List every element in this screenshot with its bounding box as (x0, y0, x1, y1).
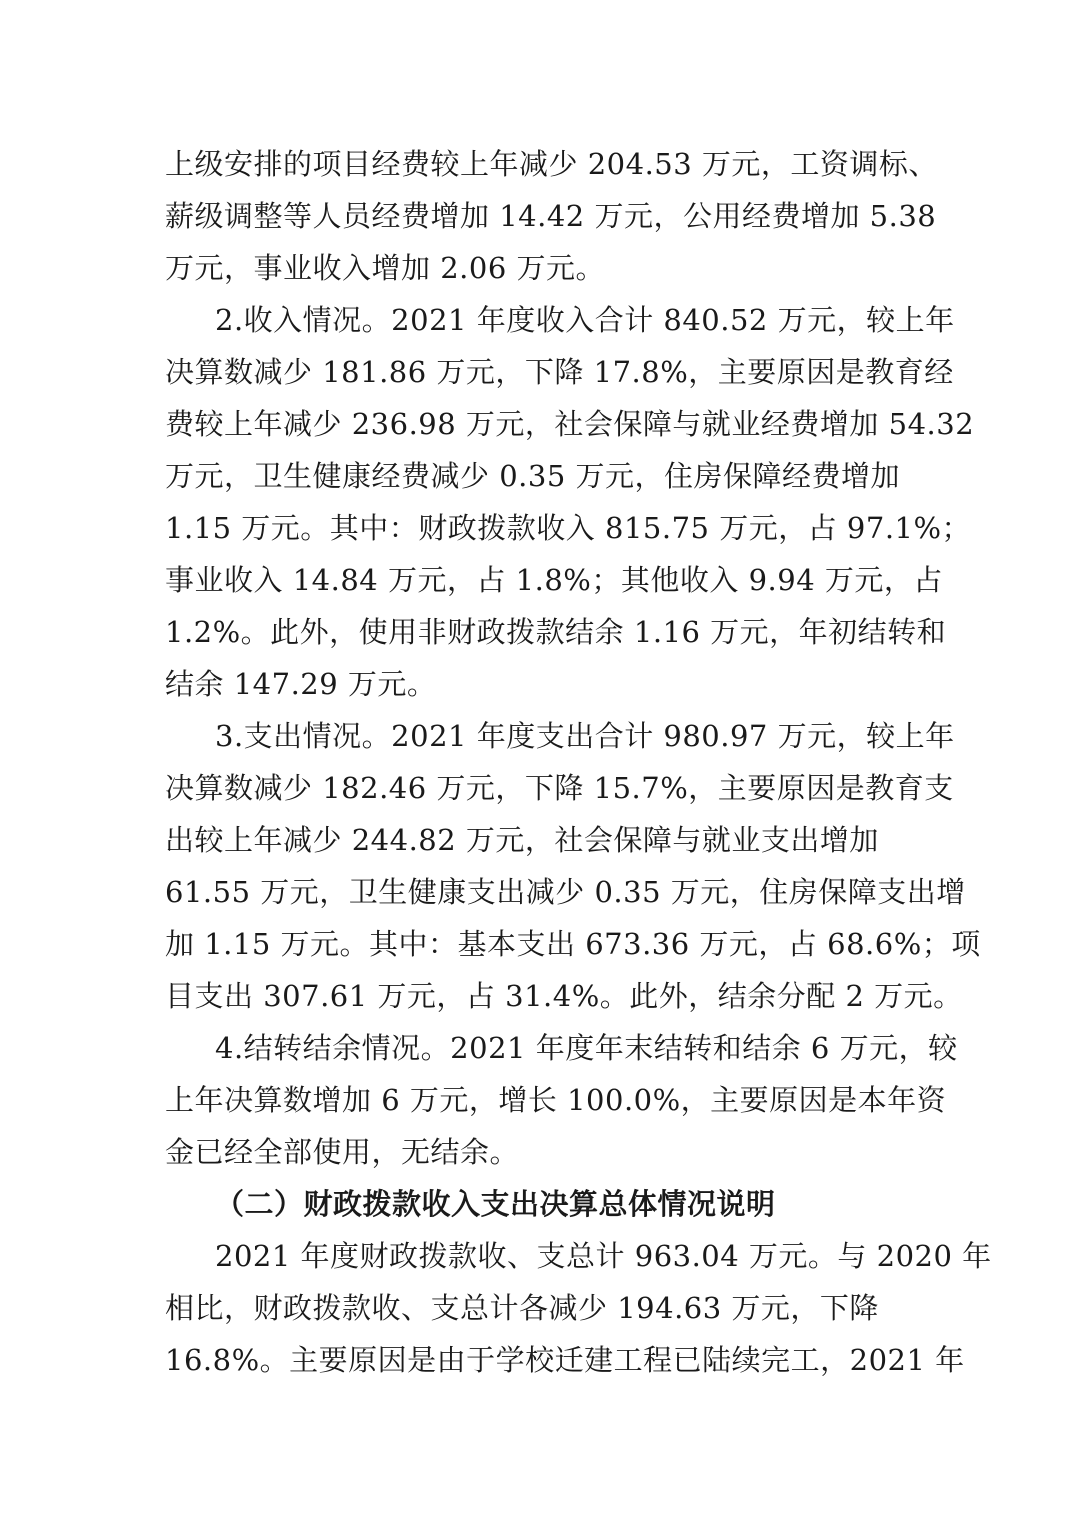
text-line: 薪级调整等人员经费增加 14.42 万元，公用经费增加 5.38 (165, 199, 937, 233)
paragraph-expenditure-start: 3.支出情况。2021 年度支出合计 980.97 万元，较上年 (215, 719, 955, 753)
text-line: 上级安排的项目经费较上年减少 204.53 万元，工资调标、 (165, 147, 938, 181)
section-heading: （二）财政拨款收入支出决算总体情况说明 (215, 1187, 776, 1221)
paragraph-balance-start: 4.结转结余情况。2021 年度年末结转和结余 6 万元，较 (215, 1031, 958, 1065)
text-line: 加 1.15 万元。其中：基本支出 673.36 万元，占 68.6%；项 (165, 927, 981, 961)
text-line: 61.55 万元，卫生健康支出减少 0.35 万元，住房保障支出增 (165, 875, 966, 909)
text-line: 上年决算数增加 6 万元，增长 100.0%，主要原因是本年资 (165, 1083, 947, 1117)
text-line: 决算数减少 181.86 万元，下降 17.8%，主要原因是教育经 (165, 355, 954, 389)
document-body (165, 138, 992, 1386)
text-line: 16.8%。主要原因是由于学校迁建工程已陆续完工，2021 年 (165, 1343, 965, 1377)
text-line: 万元，卫生健康经费减少 0.35 万元，住房保障经费增加 (165, 459, 901, 493)
text-line: 结余 147.29 万元。 (165, 667, 437, 701)
text-line: 1.2%。此外，使用非财政拨款结余 1.16 万元，年初结转和 (165, 615, 947, 649)
text-line: 金已经全部使用，无结余。 (165, 1135, 520, 1169)
text-line: 出较上年减少 244.82 万元，社会保障与就业支出增加 (165, 823, 879, 857)
text-line: 万元，事业收入增加 2.06 万元。 (165, 251, 606, 285)
text-line: 费较上年减少 236.98 万元，社会保障与就业经费增加 54.32 (165, 407, 975, 441)
text-line: 相比，财政拨款收、支总计各减少 194.63 万元，下降 (165, 1291, 879, 1325)
text-line: 事业收入 14.84 万元，占 1.8%；其他收入 9.94 万元，占 (165, 563, 943, 597)
paragraph-fiscal-start: 2021 年度财政拨款收、支总计 963.04 万元。与 2020 年 (215, 1239, 992, 1273)
text-line: 决算数减少 182.46 万元，下降 15.7%，主要原因是教育支 (165, 771, 954, 805)
text-line: 目支出 307.61 万元，占 31.4%。此外，结余分配 2 万元。 (165, 979, 963, 1013)
text-line: 1.15 万元。其中：财政拨款收入 815.75 万元，占 97.1%； (165, 511, 972, 545)
paragraph-income-start: 2.收入情况。2021 年度收入合计 840.52 万元，较上年 (215, 303, 955, 337)
